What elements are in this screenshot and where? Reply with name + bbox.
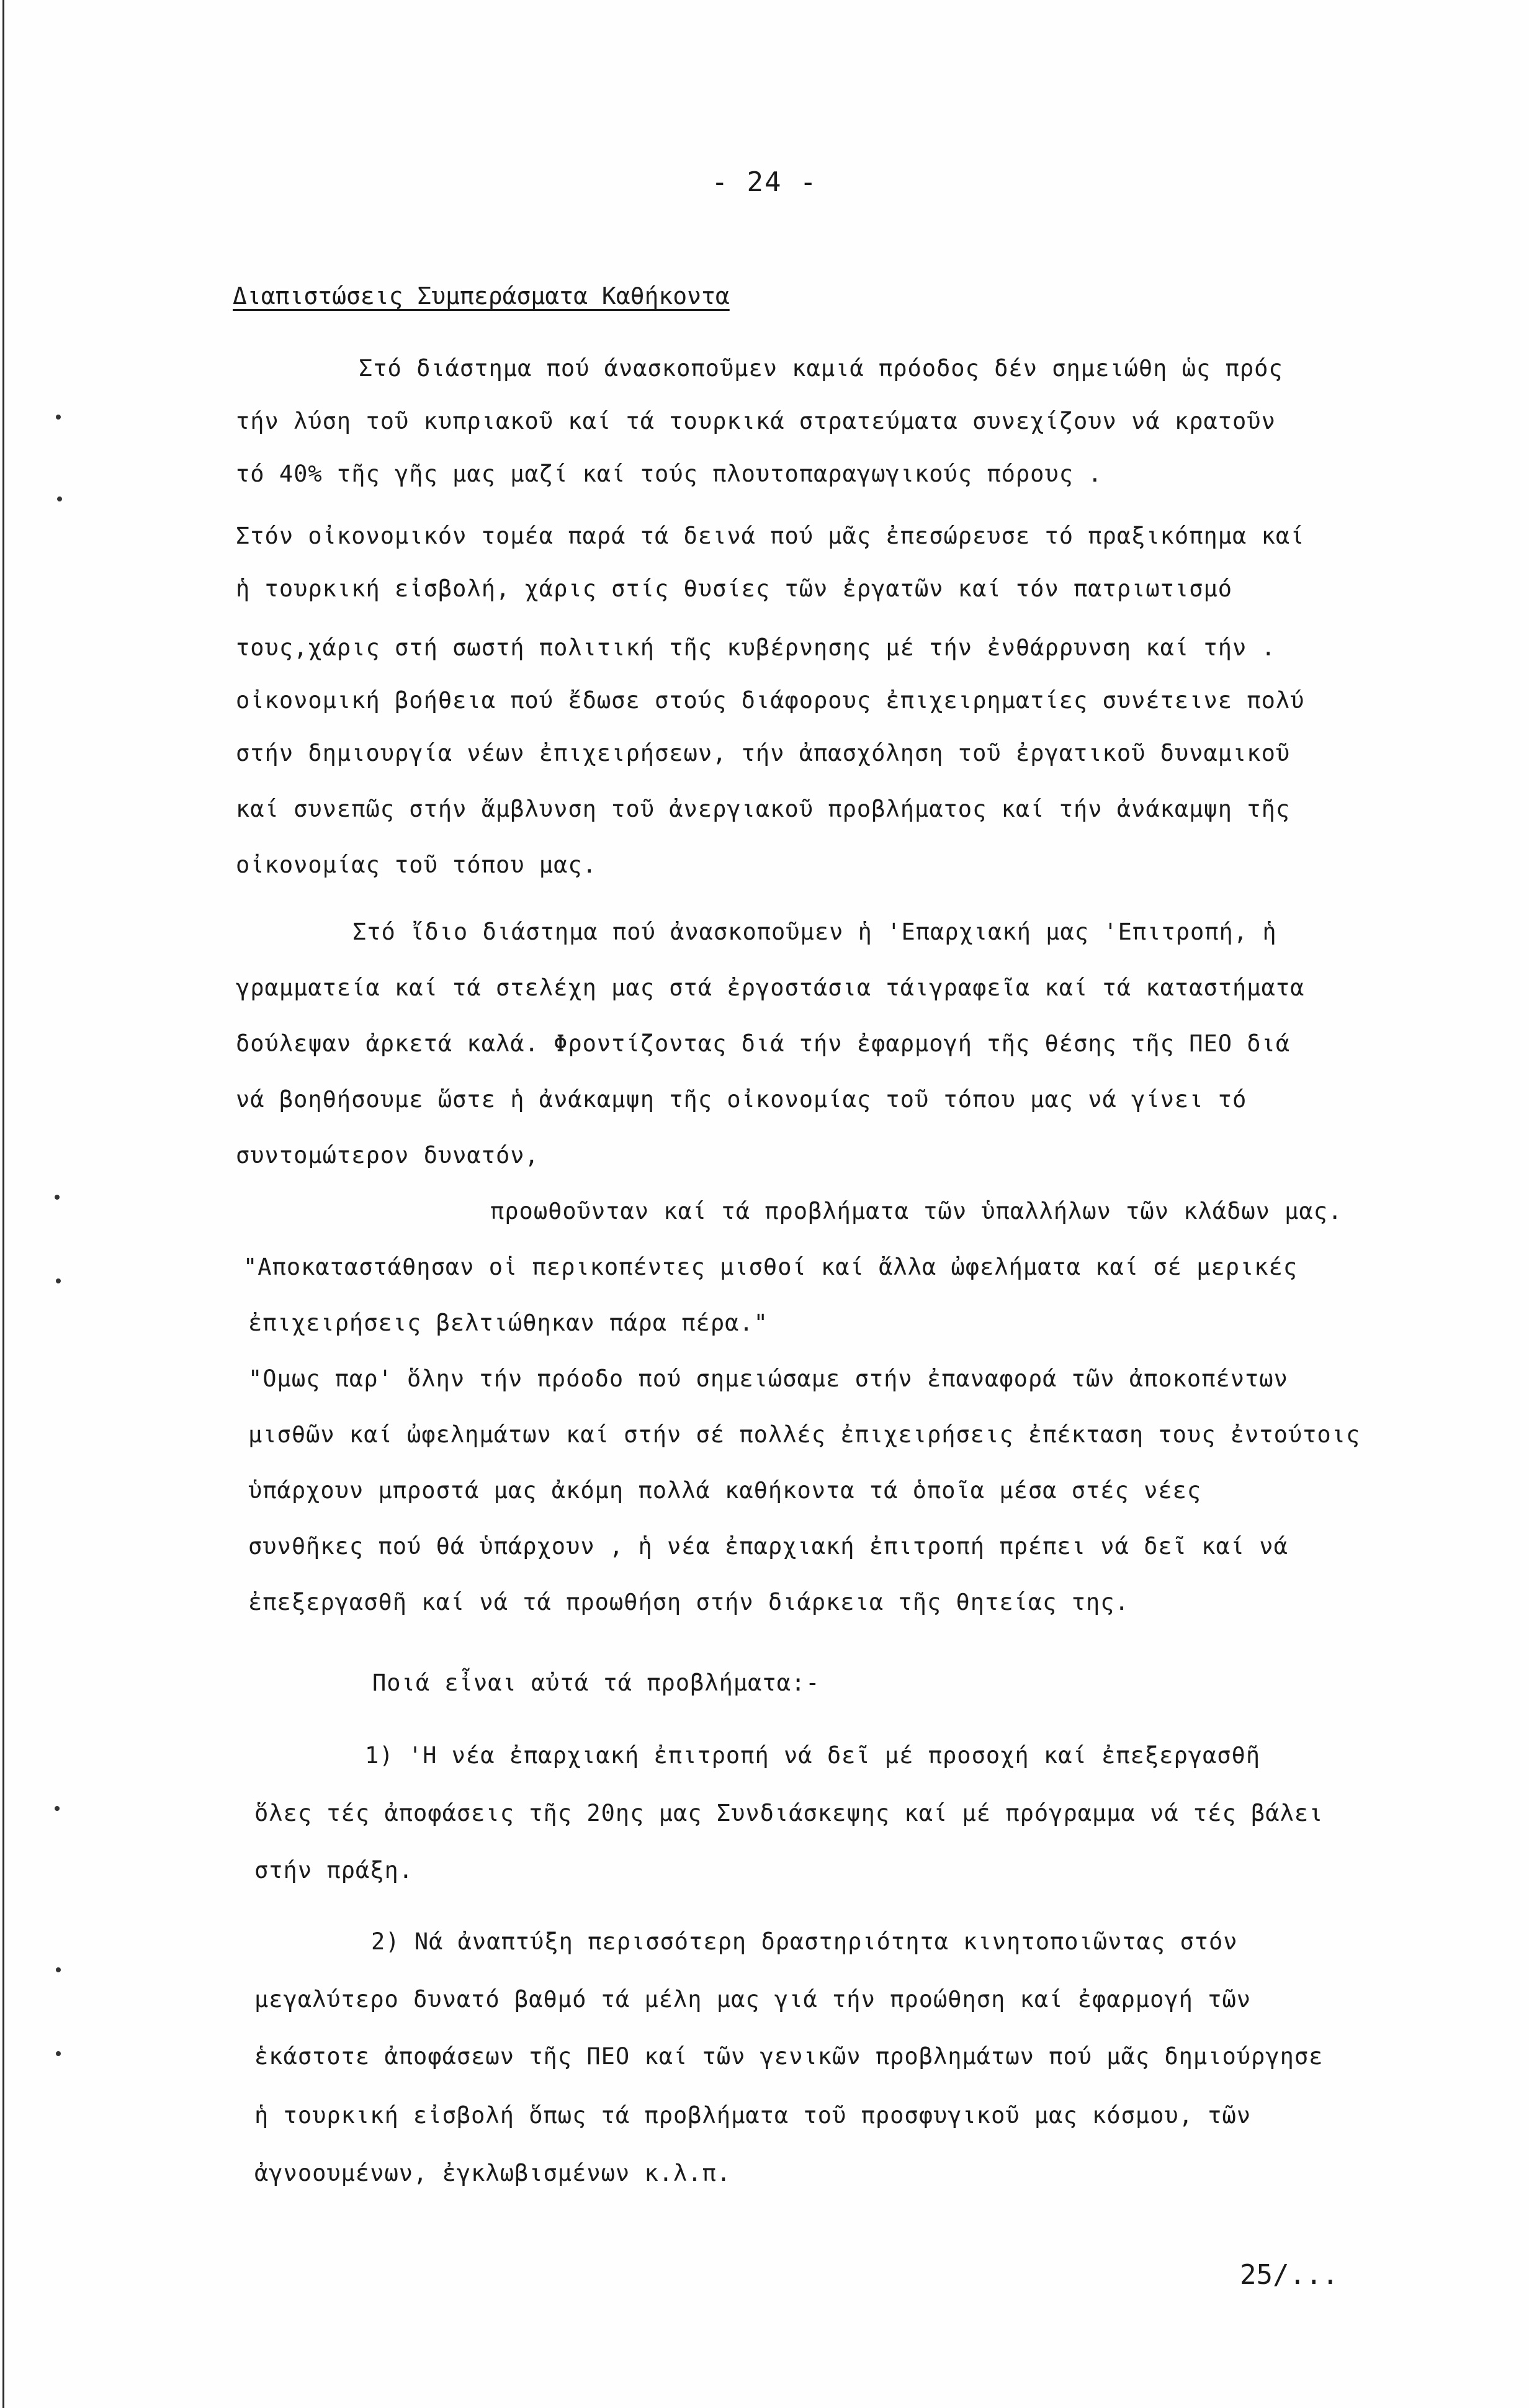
text-line: ἀγνοουμένων, ἐγκλωβισμένων κ.λ.π. bbox=[254, 2160, 732, 2186]
text-line: μεγαλύτερο δυνατό βαθμό τά μέλη μας γιά τήν προώθηση καί ἐφαρμογή τῶν bbox=[254, 1986, 1252, 2013]
margin-dot bbox=[55, 1806, 60, 1811]
text-line: μισθῶν καί ὠφελημάτων καί στήν σέ πολλές ἐπιχειρήσεις ἐπέκταση τους ἐντούτοις bbox=[248, 1421, 1361, 1448]
continuation-page-ref: 25/... bbox=[1240, 2259, 1338, 2291]
text-line: στήν πράξη. bbox=[254, 1857, 414, 1884]
text-line: νά βοηθήσουμε ὥστε ἡ ἀνάκαμψη τῆς οἰκονομίας τοῦ τόπου μας νά γίνει τό bbox=[236, 1086, 1247, 1113]
text-line: ἐπιχειρήσεις βελτιώθηκαν πάρα πέρα." bbox=[248, 1310, 768, 1336]
text-line: ἡ τουρκική εἰσβολή, χάρις στίς θυσίες τῶν ἐργατῶν καί τόν πατριωτισμό bbox=[236, 575, 1233, 602]
margin-dot bbox=[57, 496, 62, 501]
text-line: Στό διάστημα πού άνασκοποῦμεν καμιά πρόοδος δέν σημειώθη ὡς πρός bbox=[359, 355, 1283, 382]
margin-dot bbox=[55, 1195, 60, 1200]
text-line: Ποιά εἶναι αὐτά τά προβλήματα:- bbox=[372, 1669, 820, 1696]
text-line: ἡ τουρκική εἰσβολή ὅπως τά προβλήματα τοῦ προσφυγικοῦ μας κόσμου, τῶν bbox=[254, 2102, 1252, 2129]
section-heading: Διαπιστώσεις Συμπεράσματα Καθήκοντα bbox=[233, 282, 730, 310]
text-line: ὅλες τές ἀποφάσεις τῆς 20ης μας Συνδιάσκεψης καί μέ πρόγραμμα νά τές βάλει bbox=[254, 1800, 1324, 1826]
text-line: συντομώτερον δυνατόν, bbox=[236, 1142, 539, 1169]
text-line: 2) Νά ἀναπτύξη περισσότερη δραστηριότητα κινητοποιῶντας στόν bbox=[371, 1928, 1238, 1955]
text-line: οἰκονομίας τοῦ τόπου μας. bbox=[236, 851, 597, 878]
text-line: προωθοῦνταν καί τά προβλήματα τῶν ὑπαλλήλων τῶν κλάδων μας. bbox=[490, 1198, 1343, 1224]
margin-dot bbox=[56, 1967, 61, 1972]
text-line: "Αποκαταστάθησαν οἱ περικοπέντες μισθοί καί ἄλλα ὠφελήματα καί σέ μερικές bbox=[243, 1254, 1298, 1280]
page-number: - 24 - bbox=[711, 166, 818, 198]
text-line: Στό ἴδιο διάστημα πού ἀνασκοποῦμεν ἡ 'Επαρχιακή μας 'Επιτροπή, ἡ bbox=[352, 919, 1277, 945]
text-line: τήν λύση τοῦ κυπριακοῦ καί τά τουρκικά στρατεύματα συνεχίζουν νά κρατοῦν bbox=[236, 408, 1276, 434]
text-line: τους,χάρις στή σωστή πολιτική τῆς κυβέρνησης μέ τήν ἐνθάρρυνση καί τήν . bbox=[236, 634, 1276, 661]
text-line: οἰκονομική βοήθεια πού ἔδωσε στούς διάφορους ἐπιχειρηματίες συνέτεινε πολύ bbox=[236, 687, 1305, 714]
text-line: τό 40% τῆς γῆς μας μαζί καί τούς πλουτοπαραγωγικούς πόρους . bbox=[236, 460, 1103, 487]
margin-dot bbox=[56, 415, 61, 420]
text-line: Στόν οἰκονομικόν τομέα παρά τά δεινά πού μᾶς ἐπεσώρευσε τό πραξικόπημα καί bbox=[236, 523, 1305, 549]
text-line: ὑπάρχουν μπροστά μας ἀκόμη πολλά καθήκοντα τά ὁποῖα μέσα στές νέες bbox=[248, 1477, 1202, 1504]
text-line: δούλεψαν ἀρκετά καλά. Φροντίζοντας διά τήν ἐφαρμογή τῆς θέσης τῆς ΠΕΟ διά bbox=[236, 1030, 1291, 1057]
scan-edge-line bbox=[2, 0, 4, 2408]
text-line: ἐπεξεργασθῆ καί νά τά προωθήση στήν διάρκεια τῆς θητείας της. bbox=[248, 1589, 1129, 1615]
text-line: 1) 'Η νέα ἐπαρχιακή ἐπιτροπή νά δεῖ μέ προσοχή καί ἐπεξεργασθῆ bbox=[365, 1742, 1261, 1769]
text-line: ἑκάστοτε ἀποφάσεων τῆς ΠΕΟ καί τῶν γενικῶν προβλημάτων πού μᾶς δημιούργησε bbox=[254, 2043, 1324, 2070]
margin-dot bbox=[56, 1278, 61, 1283]
margin-dot bbox=[56, 2051, 61, 2056]
text-line: γραμματεία καί τά στελέχη μας στά ἐργοστάσια τάιγραφεῖα καί τά καταστήματα bbox=[236, 974, 1305, 1001]
text-line: καί συνεπῶς στήν ἄμβλυνση τοῦ ἀνεργιακοῦ προβλήματος καί τήν ἀνάκαμψη τῆς bbox=[236, 796, 1291, 822]
text-line: "Ομως παρ' ὅλην τήν πρόοδο πού σημειώσαμε στήν ἐπαναφορά τῶν ἀποκοπέντων bbox=[248, 1365, 1288, 1392]
text-line: συνθῆκες πού θά ὑπάρχουν , ἡ νέα ἐπαρχιακή ἐπιτροπή πρέπει νά δεῖ καί νά bbox=[248, 1533, 1288, 1560]
text-line: στήν δημιουργία νέων ἐπιχειρήσεων, τήν ἀπασχόληση τοῦ ἐργατικοῦ δυναμικοῦ bbox=[236, 740, 1291, 766]
